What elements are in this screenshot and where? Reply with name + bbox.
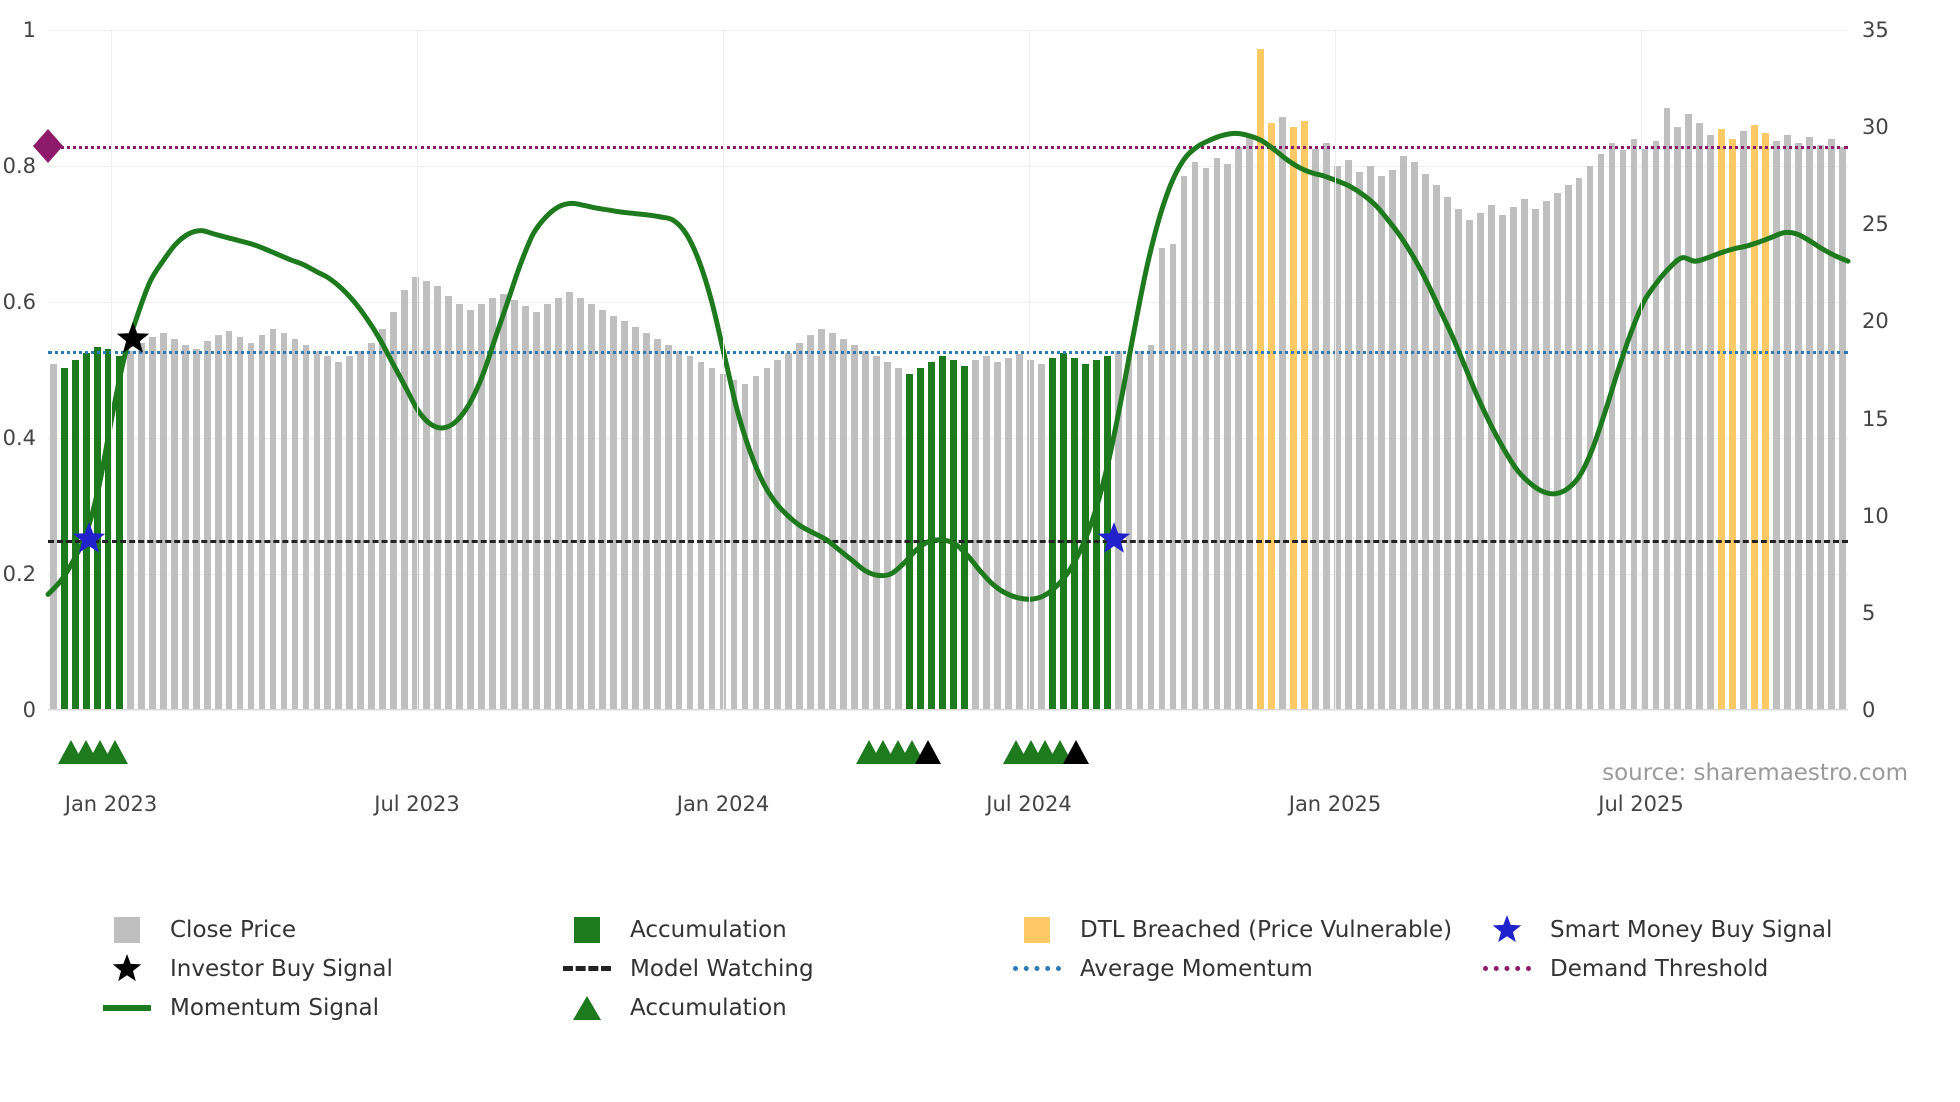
- legend-label: Model Watching: [630, 955, 814, 982]
- y-axis-right-tick-label: 35: [1862, 18, 1889, 42]
- x-axis-gridline: [1029, 30, 1030, 710]
- legend-investor-buy[interactable]: [100, 954, 560, 984]
- y-axis-right-tick-label: 10: [1862, 503, 1889, 528]
- star-icon: [1480, 915, 1534, 945]
- y-axis-right-tick-label: 15: [1862, 406, 1889, 431]
- legend-label: Momentum Signal: [170, 994, 380, 1021]
- solid-line-icon: [100, 993, 154, 1023]
- x-axis-gridline: [111, 30, 112, 710]
- accumulation-triangle-marker: [1063, 740, 1089, 764]
- smart-money-buy-signal-marker: [72, 522, 106, 556]
- y-axis-left-tick-label: 0.8: [2, 154, 36, 178]
- accumulation-triangle-marker: [915, 740, 941, 764]
- legend-model-watching[interactable]: [560, 954, 1010, 984]
- x-axis-tick-label: Jul 2023: [374, 792, 460, 816]
- legend-label: Accumulation: [630, 994, 787, 1021]
- smart-money-buy-signal-marker: [1097, 522, 1131, 556]
- y-axis-left-tick-label: 0: [22, 698, 36, 722]
- legend-smart-money-buy[interactable]: [1480, 915, 1900, 945]
- legend-demand-threshold[interactable]: [1480, 954, 1900, 984]
- x-axis-baseline: [48, 709, 1848, 710]
- legend-accumulation-bar[interactable]: [560, 915, 1010, 945]
- legend-momentum-signal[interactable]: [100, 993, 560, 1023]
- x-axis-tick-label: Jan 2023: [64, 792, 158, 816]
- x-axis-gridline: [417, 30, 418, 710]
- legend-label: Accumulation: [630, 916, 787, 943]
- y-axis-left-tick-label: 0.4: [2, 426, 36, 450]
- investor-buy-signal-marker: [116, 322, 150, 356]
- square-swatch-icon: [100, 915, 154, 945]
- legend-label: Investor Buy Signal: [170, 955, 393, 982]
- y-axis-right-tick-label: 20: [1862, 309, 1889, 334]
- dashed-line-icon: [560, 954, 614, 984]
- star-icon: [100, 954, 154, 984]
- legend-average-momentum[interactable]: [1010, 954, 1480, 984]
- accumulation-triangle-row: [48, 740, 1848, 776]
- demand-threshold-marker-marker: [33, 129, 63, 163]
- square-swatch-icon: [560, 915, 614, 945]
- signal-markers: [48, 30, 1848, 710]
- x-axis-gridline: [1641, 30, 1642, 710]
- legend-label: DTL Breached (Price Vulnerable): [1080, 916, 1453, 943]
- dotted-line-icon: [1010, 954, 1064, 984]
- y-axis-right-tick-label: 0: [1862, 698, 1876, 722]
- y-axis-right-tick-label: 30: [1862, 115, 1889, 140]
- y-axis-right-tick-label: 5: [1862, 600, 1876, 625]
- legend-dtl-breached[interactable]: [1010, 915, 1480, 945]
- x-axis-tick-label: Jul 2024: [986, 792, 1072, 816]
- x-axis-gridline: [723, 30, 724, 710]
- legend-label: Average Momentum: [1080, 955, 1313, 982]
- legend-label: Close Price: [170, 916, 297, 943]
- y-axis-left-tick-label: 0.6: [2, 290, 36, 314]
- triangle-icon: [560, 993, 614, 1023]
- x-axis-gridline: [1335, 30, 1336, 710]
- x-axis-tick-label: Jan 2025: [1288, 792, 1382, 816]
- square-swatch-icon: [1010, 915, 1064, 945]
- y-axis-left-tick-label: 1: [22, 18, 36, 42]
- legend-label: Demand Threshold: [1550, 955, 1769, 982]
- chart-legend: [100, 910, 1940, 1027]
- legend-accumulation-triangle[interactable]: [560, 993, 1010, 1023]
- dotted-line-icon: [1480, 954, 1534, 984]
- y-axis-right-tick-label: 25: [1862, 212, 1889, 237]
- source-note: source: sharemaestro.com: [1602, 760, 1908, 786]
- x-axis-tick-label: Jan 2024: [676, 792, 770, 816]
- legend-close-price[interactable]: [100, 915, 560, 945]
- accumulation-triangle-marker: [102, 740, 128, 764]
- y-axis-left-tick-label: 0.2: [2, 562, 36, 586]
- x-axis-tick-label: Jul 2025: [1598, 792, 1684, 816]
- gridline: [48, 710, 1848, 711]
- legend-label: Smart Money Buy Signal: [1550, 916, 1833, 943]
